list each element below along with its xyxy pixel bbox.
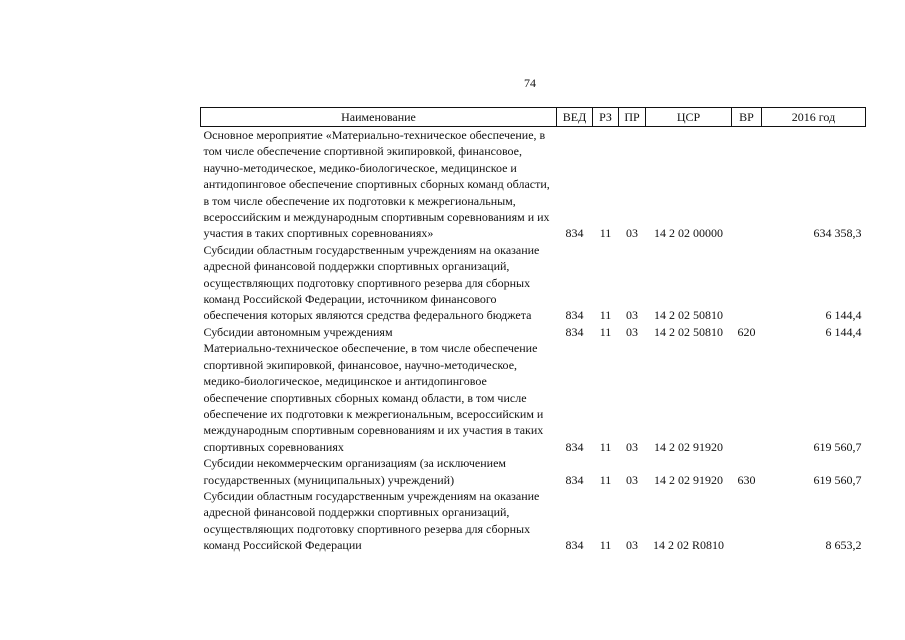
row-pr: 03 <box>626 308 638 323</box>
row-rz: 11 <box>599 538 612 553</box>
row-ved: 834 <box>565 226 584 241</box>
table-row <box>201 340 866 455</box>
header-rz: РЗ <box>593 108 619 127</box>
row-csr: 14 2 02 00000 <box>654 226 723 241</box>
row-name: Материально-техническое обеспечение, в том числе обеспечение спортивной экипировкой, финансовое, научно-методическое, медико-биологическое, медицинское и антидопинговое обеспечение спортивных сборных команд области, в том числе обеспечение их подготовки к межрегиональным, всероссийским и международным спортивным соревнованиям и их участия в таких спортивных соревнованиях <box>203 341 544 454</box>
row-csr: 14 2 02 91920 <box>654 439 723 454</box>
row-csr: 14 2 02 50810 <box>654 324 723 339</box>
row-name: Субсидии некоммерческим организациям (за исключением государственных (муниципальных) учреждений) <box>203 456 507 487</box>
row-pr: 03 <box>626 226 638 241</box>
row-pr: 03 <box>626 324 638 339</box>
header-amount: 2016 год <box>762 108 866 127</box>
row-pr: 03 <box>626 538 638 553</box>
row-pr: 03 <box>626 472 638 487</box>
header-vr: ВР <box>732 108 762 127</box>
header-ved: ВЕД <box>557 108 593 127</box>
header-csr: ЦСР <box>646 108 732 127</box>
row-name: Субсидии автономным учреждениям <box>203 324 393 339</box>
row-vr <box>732 340 762 455</box>
row-csr: 14 2 02 50810 <box>654 308 723 323</box>
row-csr: 14 2 02 R0810 <box>652 538 724 553</box>
table-row <box>201 455 866 488</box>
row-rz: 11 <box>599 472 612 487</box>
row-vr: 630 <box>737 472 756 487</box>
row-ved: 834 <box>565 538 584 553</box>
row-ved: 834 <box>565 439 584 454</box>
table-row <box>201 242 866 324</box>
row-ved: 834 <box>565 324 584 339</box>
row-vr <box>732 242 762 324</box>
row-rz: 11 <box>599 324 612 339</box>
row-rz: 11 <box>599 226 612 241</box>
row-name: Субсидии областным государственным учреждениям на оказание адресной финансовой поддержки спортивных организаций, осуществляющих подготовку спортивного резерва для сборных команд Российской Федерации, источником финансового обеспечения которых являются средства федерального бюджета <box>203 242 540 323</box>
header-pr: ПР <box>619 108 646 127</box>
row-name: Субсидии областным государственным учреждениям на оказание адресной финансовой поддержки спортивных организаций, осуществляющих подготовку спортивного резерва для сборных команд Российской Федерации <box>203 488 540 553</box>
row-ved: 834 <box>565 308 584 323</box>
row-vr <box>732 488 762 554</box>
row-name: Основное мероприятие «Материально-техническое обеспечение, в том числе обеспечение спортивной экипировкой, финансовое, научно-методическое, медико-биологическое, медицинское и антидопинговое обеспечение спортивных сборных команд области, в том числе обеспечение их подготовки к межрегиональным, всероссийским и международным спортивным соревнованиям и их участия в таких спортивных соревнованиях» <box>203 128 550 241</box>
row-vr: 620 <box>737 324 756 339</box>
table-row <box>201 324 866 340</box>
header-name: Наименование <box>201 108 557 127</box>
row-vr <box>732 127 762 242</box>
table-row <box>201 488 866 554</box>
row-amount: 8 653,2 <box>825 538 862 553</box>
row-ved: 834 <box>565 472 584 487</box>
row-amount: 634 358,3 <box>813 226 862 241</box>
table-row <box>201 127 866 242</box>
row-rz: 11 <box>599 308 612 323</box>
row-amount: 619 560,7 <box>813 472 862 487</box>
budget-table <box>200 107 866 554</box>
page-number: 74 <box>524 76 536 90</box>
row-amount: 6 144,4 <box>825 324 862 339</box>
row-amount: 619 560,7 <box>813 439 862 454</box>
row-rz: 11 <box>599 439 612 454</box>
row-csr: 14 2 02 91920 <box>654 472 723 487</box>
row-pr: 03 <box>626 439 638 454</box>
table-header-row <box>201 108 866 127</box>
row-amount: 6 144,4 <box>825 308 862 323</box>
